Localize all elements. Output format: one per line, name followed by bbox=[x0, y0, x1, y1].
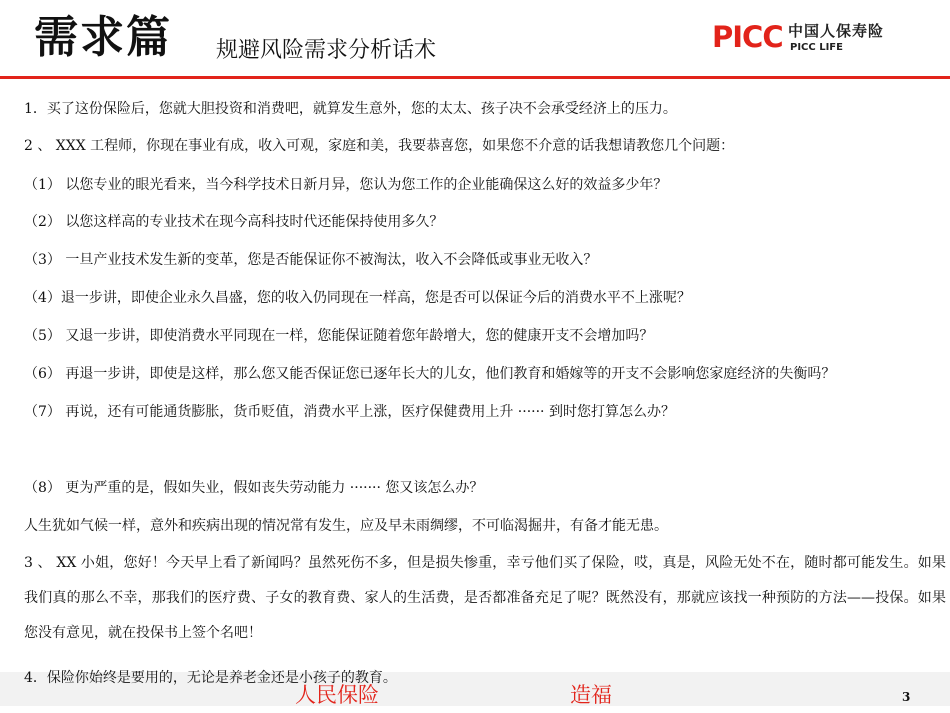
life-paragraph: 人生犹如气候一样，意外和疾病出现的情况常有发生，应及早未雨绸缪，不可临渴掘井，有备才能无患。 bbox=[24, 518, 668, 534]
point-1: 1．买了这份保险后，您就大胆投资和消费吧，就算发生意外，您的太太、孩子决不会承受经济上的压力。 bbox=[24, 101, 677, 117]
slide-title: 需求篇 bbox=[34, 12, 172, 63]
point-3: 3 、 XX 小姐，您好！今天早上看了新闻吗？虽然死伤不多，但是损失惨重，幸亏他们买了保险，哎，真是，风险无处不在，随时都可能发生。如果我们真的那么不幸，那我们的医疗费、子女的教育费、家人的生活费，是否都准备充足了呢？既然没有，那就应该找一种预防的方法——投保。如果您没有意见，就在投保书上签个名吧！ bbox=[24, 555, 946, 641]
logo-mark: PICC bbox=[712, 20, 783, 54]
question-2: （2） 以您这样高的专业技术在现今高科技时代还能保持使用多久？ bbox=[24, 214, 444, 230]
footer-slogan-left: 人民保险 bbox=[295, 683, 379, 707]
question-7: （7） 再说，还有可能通货膨胀，货币贬值，消费水平上涨，医疗保健费用上升 ······ 到时您打算怎么办？ bbox=[24, 404, 675, 420]
slide-subtitle: 规避风险需求分析话术 bbox=[216, 38, 437, 63]
page-number: 3 bbox=[902, 690, 911, 704]
header-divider bbox=[0, 76, 950, 79]
slide-header bbox=[0, 0, 950, 82]
question-3: （3） 一旦产业技术发生新的变革，您是否能保证你不被淘汰，收入不会降低或事业无收入？ bbox=[24, 252, 598, 268]
question-6: （6） 再退一步讲，即使是这样，那么您又能否保证您已逐年长大的儿女，他们教育和婚嫁等的开支不会影响您家庭经济的失衡吗？ bbox=[24, 366, 836, 382]
question-5: （5） 又退一步讲，即使消费水平同现在一样，您能保证随着您年龄增大，您的健康开支不会增加吗？ bbox=[24, 328, 654, 344]
question-1: （1） 以您专业的眼光看来，当今科学技术日新月异，您认为您工作的企业能确保这么好的效益多少年？ bbox=[24, 177, 668, 193]
question-8: （8） 更为严重的是，假如失业，假如丧失劳动能力 ······· 您又该怎么办？ bbox=[24, 480, 484, 496]
point-2: 2 、 XXX 工程师，你现在事业有成，收入可观，家庭和美，我要恭喜您，如果您不介意的话我想请教您几个问题： bbox=[24, 138, 735, 154]
logo-chinese-name: 中国人保寿险 bbox=[788, 22, 885, 40]
point-4: 4．保险你始终是要用的，无论是养老金还是小孩子的教育。 bbox=[24, 670, 397, 686]
picc-logo bbox=[712, 20, 912, 60]
question-4: （4）退一步讲，即使企业永久昌盛，您的收入仍同现在一样高，您是否可以保证今后的消费水平不上涨呢？ bbox=[24, 290, 691, 306]
logo-english-name: PICC LIFE bbox=[790, 42, 843, 53]
footer-slogan-right: 造福 bbox=[570, 683, 612, 707]
